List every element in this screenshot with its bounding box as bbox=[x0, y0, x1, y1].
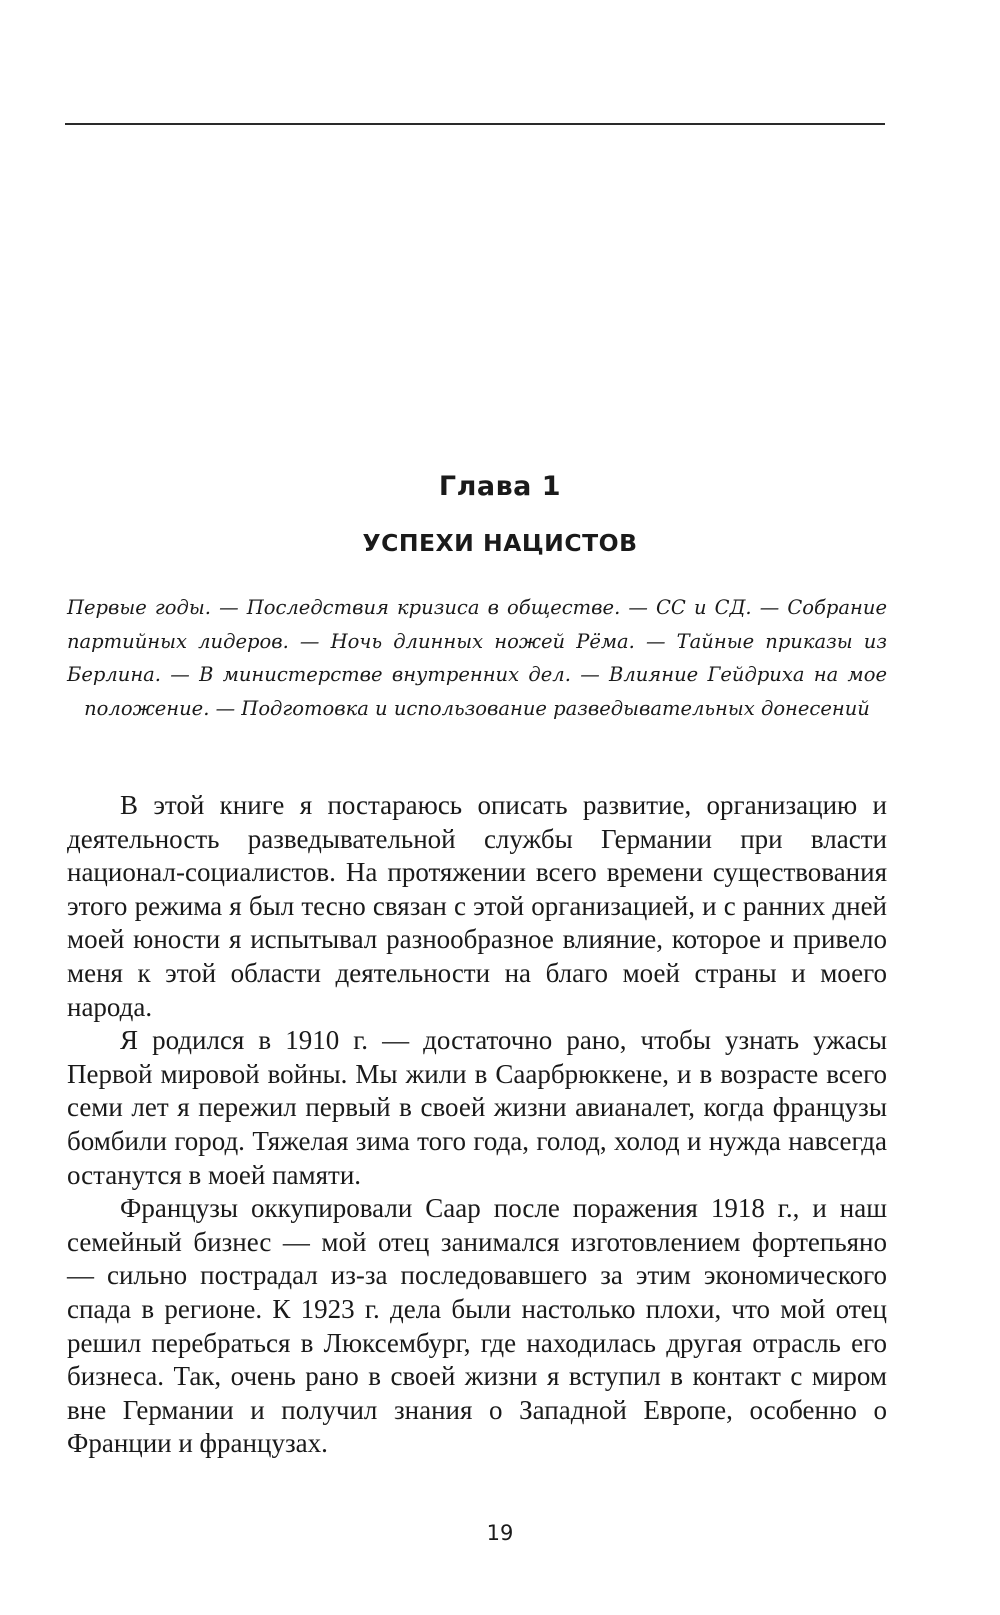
paragraph-2: Я родился в 1910 г. — достаточно рано, чтобы узнать ужасы Первой мировой войны. Мы жили в Саарбрюккене, и в возрасте всего семи лет я пережил первый в своей жизни авианалет, когда французы бомбили город. Тяжелая зима того года, голод, холод и нужда навсегда останутся в моей памяти. bbox=[67, 1025, 887, 1190]
chapter-title: УСПЕХИ НАЦИСТОВ bbox=[362, 529, 638, 557]
paragraph-1: В этой книге я постараюсь описать развитие, организацию и деятельность разведывательной службы Германии при власти национал-социалистов. На протяжении всего времени существования этого режима я был тесно связан с этой организацией, и с ранних дней моей юности я испытывал разнообразное влияние, которое и привело меня к этой области деятельности на благо моей страны и моего народа. bbox=[67, 790, 887, 1022]
chapter-summary: Первые годы. — Последствия кризиса в обществе. — СС и СД. — Собрание партийных лидеров. — Ночь длинных ножей Рёма. — Тайные приказы из Берлина. — В министерстве внутренних дел. — Влияние Гейдриха на мое положение. — Подготовка и использование разведывательных донесений bbox=[67, 596, 887, 720]
chapter-number: Глава 1 bbox=[438, 471, 562, 502]
body-text bbox=[67, 789, 887, 1461]
page-number: 19 bbox=[486, 1521, 514, 1545]
header-rule bbox=[65, 123, 885, 125]
paragraph-3: Французы оккупировали Саар после поражения 1918 г., и наш семейный бизнес — мой отец занимался изготовлением фортепьяно — сильно пострадал из-за последовавшего за этим экономического спада в регионе. К 1923 г. дела были настолько плохи, что мой отец решил перебраться в Люксембург, где находилась другая отрасль его бизнеса. Так, очень рано в своей жизни я вступил в контакт с миром вне Германии и получил знания о Западной Европе, особенно о Франции и французах. bbox=[67, 1193, 887, 1459]
